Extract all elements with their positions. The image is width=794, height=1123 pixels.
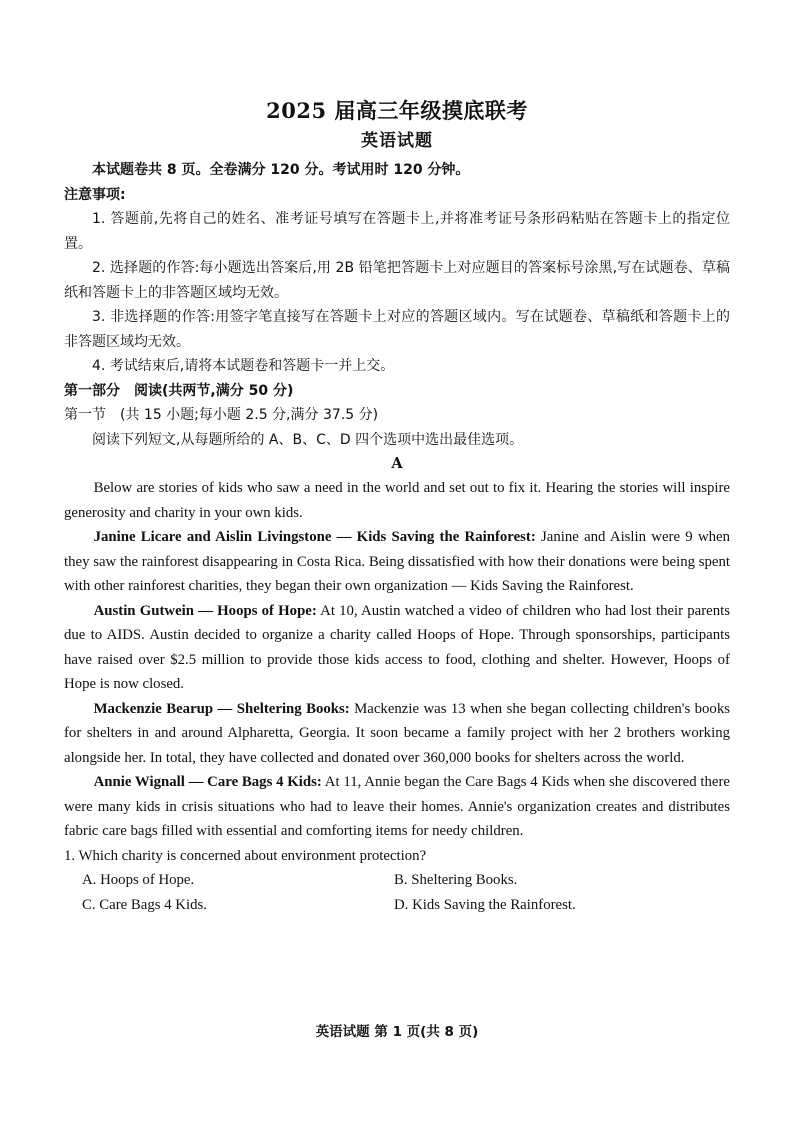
story-text: Mackenzie was 13 when she began collecting children's books for shelters in and around Alpharetta, Georgia. It soon became a family project with her 2 brothers working alongside her. In total, they have collected and donated over 360,000 books for shelters across the world.: [64, 700, 730, 766]
note-item: 1. 答题前,先将自己的姓名、准考证号填写在答题卡上,并将准考证号条形码粘贴在答题卡上的指定位置。: [64, 211, 730, 252]
section1-heading: 第一节 (共 15 小题;每小题 2.5 分,满分 37.5 分): [64, 407, 379, 423]
exam-info: 本试题卷共 8 页。全卷满分 120 分。考试用时 120 分钟。: [92, 162, 470, 178]
exam-page: [64, 96, 730, 918]
story-title: Janine Licare and Aislin Livingstone — Kids Saving the Rainforest:: [93, 529, 536, 545]
exam-title: 2025 届高三年级摸底联考: [266, 98, 528, 123]
story-title: Annie Wignall — Care Bags 4 Kids:: [93, 774, 322, 790]
story-paragraph: [64, 697, 730, 771]
note-item: 3. 非选择题的作答:用签字笔直接写在答题卡上对应的答题区域内。写在试题卷、草稿纸和答题卡上的非答题区域均无效。: [64, 309, 730, 350]
story-paragraph: [64, 525, 730, 599]
notes-heading: 注意事项:: [64, 186, 126, 203]
option-a: A. Hoops of Hope.: [82, 872, 195, 888]
option-b: B. Sheltering Books.: [394, 872, 518, 888]
story-text: At 10, Austin watched a video of children who had lost their parents due to AIDS. Austin decided to organize a charity called Hoops of Hope. Through sponsorships, participants have raised over $2.5 million to provide those kids access to food, clothing and shelter. However, Hoops of Hope is now closed.: [64, 602, 730, 692]
option-c: C. Care Bags 4 Kids.: [82, 897, 207, 913]
story-title: Austin Gutwein — Hoops of Hope:: [93, 602, 317, 619]
story-paragraph: [64, 770, 730, 844]
story-text: At 11, Annie began the Care Bags 4 Kids when she discovered there were many kids in crisis situations who had to leave their homes. Annie's organization creates and distributes fabric care bags filled with essential and comforting items for needy children.: [64, 774, 731, 839]
note-item: 2. 选择题的作答:每小题选出答案后,用 2B 铅笔把答题卡上对应题目的答案标号涂黑,写在试题卷、草稿纸和答题卡上的非答题区域均无效。: [64, 260, 730, 301]
page-footer: 英语试题 第 1 页(共 8 页): [315, 1024, 479, 1040]
part1-heading: 第一部分 阅读(共两节,满分 50 分): [64, 382, 294, 399]
passage-label: A: [391, 455, 403, 472]
question-stem: 1. Which charity is concerned about environment protection?: [64, 847, 427, 864]
option-d: D. Kids Saving the Rainforest.: [394, 897, 576, 913]
story-text: Janine and Aislin were 9 when they saw the rainforest disappearing in Costa Rica. Being dissatisfied with how their donations were being spent with other rainforest charities, they began their own organization — Kids Saving the Rainforest.: [64, 529, 731, 594]
note-item: 4. 考试结束后,请将本试题卷和答题卡一并上交。: [92, 358, 395, 374]
exam-subtitle: 英语试题: [361, 131, 433, 151]
question-options: [82, 868, 730, 918]
story-title: Mackenzie Bearup — Sheltering Books:: [93, 700, 350, 717]
story-paragraph: [64, 599, 730, 697]
passage-intro: Below are stories of kids who saw a need in the world and set out to fix it. Hearing the stories will inspire generosity and charity in your own kids.: [64, 480, 730, 521]
section-instruction: 阅读下列短文,从每题所给的 A、B、C、D 四个选项中选出最佳选项。: [92, 431, 524, 448]
